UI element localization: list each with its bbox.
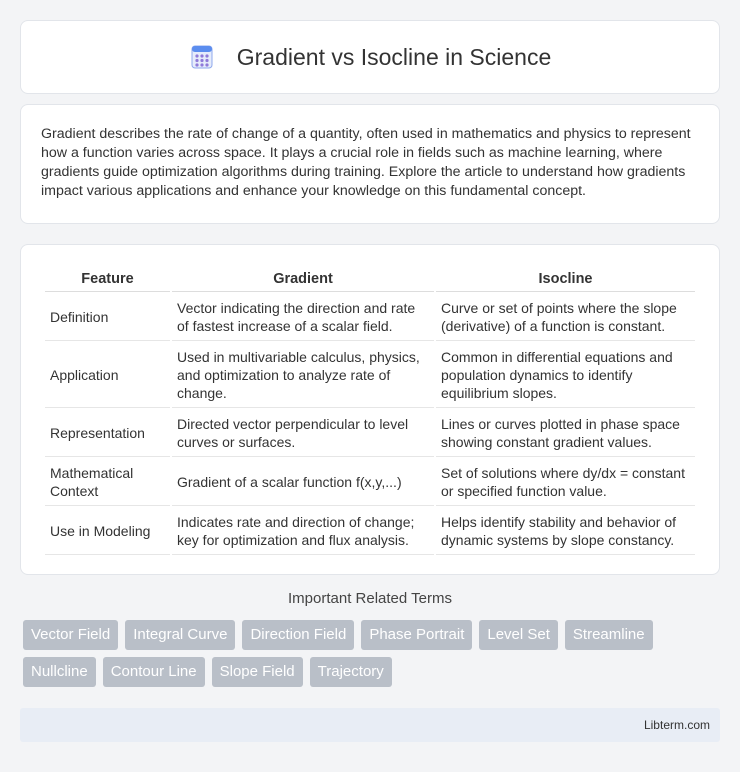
row-isocline: Lines or curves plotted in phase space showing constant gradient values. — [436, 410, 695, 457]
row-gradient: Vector indicating the direction and rate of fastest increase of a scalar field. — [172, 294, 434, 341]
footer-site-link[interactable]: Libterm.com — [643, 718, 710, 732]
header-feature: Feature — [45, 267, 170, 292]
header-gradient: Gradient — [172, 267, 434, 292]
tag-trajectory[interactable]: Trajectory — [310, 657, 392, 687]
tag-direction-field[interactable]: Direction Field — [242, 620, 354, 650]
table-row — [45, 294, 695, 341]
table-row — [45, 508, 695, 555]
related-terms-section — [20, 590, 720, 687]
row-feature: Use in Modeling — [45, 508, 170, 555]
tag-level-set[interactable]: Level Set — [479, 620, 558, 650]
tag-vector-field[interactable]: Vector Field — [23, 620, 118, 650]
row-feature: Representation — [45, 410, 170, 457]
comparison-table — [43, 265, 697, 557]
header-card — [20, 20, 720, 94]
header-isocline: Isocline — [436, 267, 695, 292]
row-feature: Application — [45, 343, 170, 408]
footer — [20, 708, 720, 742]
tag-integral-curve[interactable]: Integral Curve — [125, 620, 235, 650]
row-feature: Definition — [45, 294, 170, 341]
page-title: Gradient vs Isocline in Science — [236, 43, 552, 70]
intro-card — [20, 104, 720, 224]
tag-contour-line[interactable]: Contour Line — [103, 657, 205, 687]
calculator-icon — [189, 44, 215, 70]
related-terms-tags — [20, 620, 720, 687]
table-row — [45, 459, 695, 506]
row-isocline: Curve or set of points where the slope (derivative) of a function is constant. — [436, 294, 695, 341]
table-row — [45, 343, 695, 408]
tag-slope-field[interactable]: Slope Field — [212, 657, 303, 687]
row-gradient: Used in multivariable calculus, physics, and optimization to analyze rate of change. — [172, 343, 434, 408]
table-header-row — [45, 267, 695, 292]
row-isocline: Set of solutions where dy/dx = constant or specified function value. — [436, 459, 695, 506]
related-terms-title: Important Related Terms — [288, 590, 452, 607]
row-isocline: Helps identify stability and behavior of dynamic systems by slope constancy. — [436, 508, 695, 555]
tag-nullcline[interactable]: Nullcline — [23, 657, 96, 687]
row-gradient: Directed vector perpendicular to level curves or surfaces. — [172, 410, 434, 457]
comparison-table-card — [20, 244, 720, 575]
table-row — [45, 410, 695, 457]
tag-streamline[interactable]: Streamline — [565, 620, 653, 650]
row-gradient: Indicates rate and direction of change; key for optimization and flux analysis. — [172, 508, 434, 555]
row-isocline: Common in differential equations and population dynamics to identify equilibrium slopes. — [436, 343, 695, 408]
intro-text: Gradient describes the rate of change of a quantity, often used in mathematics and physics to represent how a function varies across space. It plays a crucial role in fields such as machine learning, where gradients guide optimization algorithms during training. Explore the article to understand how gradients impact various applications and enhance your knowledge on this fundamental concept. — [41, 126, 691, 199]
row-feature: Mathematical Context — [45, 459, 170, 506]
row-gradient: Gradient of a scalar function f(x,y,...) — [172, 459, 434, 506]
tag-phase-portrait[interactable]: Phase Portrait — [361, 620, 472, 650]
